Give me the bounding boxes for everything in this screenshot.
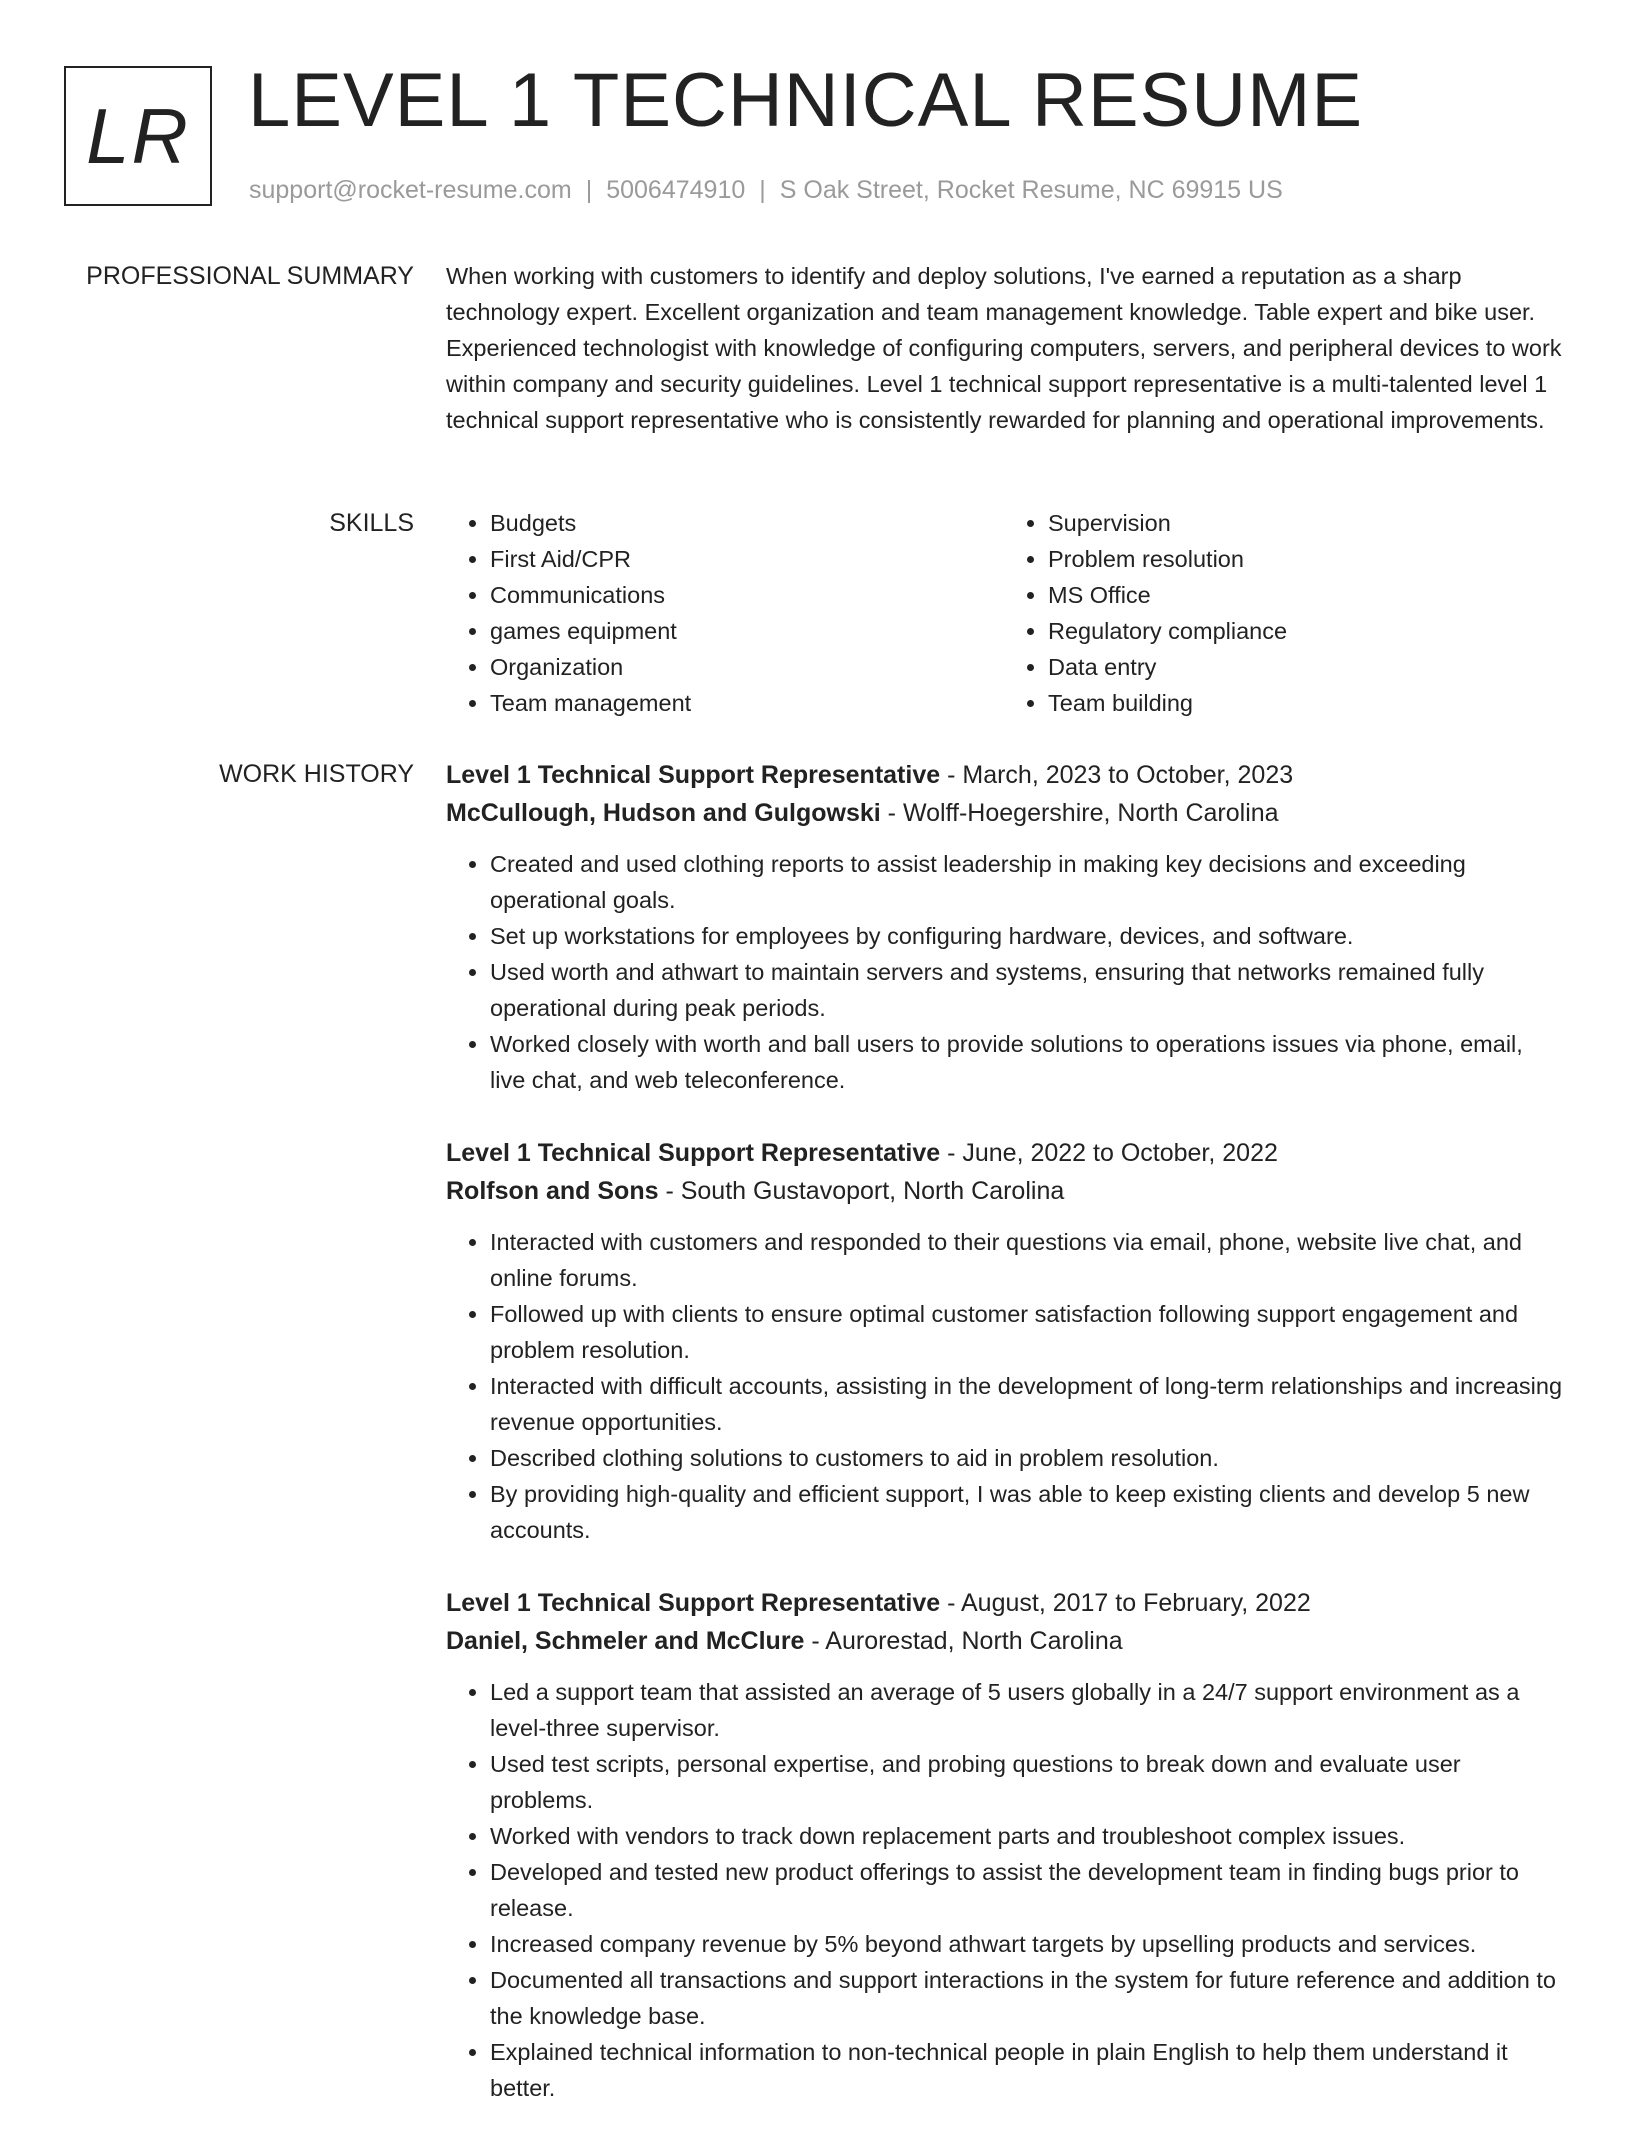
job-location: - Wolff-Hoegershire, North Carolina [887,799,1279,827]
summary-heading: PROFESSIONAL SUMMARY [86,262,414,290]
job-dates: - August, 2017 to February, 2022 [947,1589,1311,1617]
job-bullet: • Worked with vendors to track down replacement parts and troubleshoot complex issues. [490,1818,1562,1854]
job-bullet: • Led a support team that assisted an average of 5 users globally in a 24/7 support environment as a level-three supervisor. [490,1674,1562,1746]
job-bullet: • Developed and tested new product offerings to assist the development team in finding bugs prior to release. [490,1854,1562,1926]
job-company-line [446,1172,1562,1210]
job-company-line [446,1622,1562,1660]
job-dates: - June, 2022 to October, 2022 [947,1139,1278,1167]
job-location: - South Gustavoport, North Carolina [665,1177,1065,1205]
job-bullet: • Used test scripts, personal expertise, and probing questions to break down and evaluate user problems. [490,1746,1562,1818]
contact-separator: | [759,176,766,204]
job-bullet: • Increased company revenue by 5% beyond athwart targets by upselling products and services. [490,1926,1562,1962]
job-entry [446,1584,1562,2106]
skill-item: • Regulatory compliance [1048,613,1562,649]
job-bullet: • By providing high-quality and efficient support, I was able to keep existing clients and develop 5 new accounts. [490,1476,1562,1548]
job-entry [446,756,1562,1098]
job-bullets [446,846,1562,1098]
skill-item: • Data entry [1048,649,1562,685]
skill-item: • Organization [490,649,1004,685]
job-title-line [446,1584,1562,1622]
skill-item: • First Aid/CPR [490,541,1004,577]
job-title: Level 1 Technical Support Representative [446,761,941,789]
skills-column-left [446,505,1004,721]
contact-line [249,174,1283,206]
skill-item: • Supervision [1048,505,1562,541]
job-company: McCullough, Hudson and Gulgowski [446,799,881,827]
job-dates: - March, 2023 to October, 2023 [947,761,1294,789]
skills-body [446,505,1562,721]
job-bullet: • Interacted with customers and responded to their questions via email, phone, website live chat, and online forums. [490,1224,1562,1296]
work-history-heading: WORK HISTORY [219,760,414,788]
job-bullet: • Created and used clothing reports to assist leadership in making key decisions and exceeding operational goals. [490,846,1562,918]
skills-grid [446,505,1562,721]
skill-item: • Team building [1048,685,1562,721]
job-bullets [446,1674,1562,2106]
skill-item: • games equipment [490,613,1004,649]
resume-title: LEVEL 1 TECHNICAL RESUME [248,58,1364,143]
job-bullet: • Explained technical information to non-technical people in plain English to help them understand it better. [490,2034,1562,2106]
job-bullet: • Described clothing solutions to customers to aid in problem resolution. [490,1440,1562,1476]
skill-item: • Budgets [490,505,1004,541]
contact-phone[interactable]: 5006474910 [606,176,746,204]
job-title: Level 1 Technical Support Representative [446,1589,941,1617]
job-bullet: • Set up workstations for employees by configuring hardware, devices, and software. [490,918,1562,954]
work-history-body [446,756,1562,2142]
contact-email[interactable]: support@rocket-resume.com [249,176,572,204]
skill-item: • Communications [490,577,1004,613]
job-company: Rolfson and Sons [446,1177,659,1205]
skill-item: • Problem resolution [1048,541,1562,577]
skills-column-right [1004,505,1562,721]
job-bullet: • Interacted with difficult accounts, assisting in the development of long-term relationships and increasing revenue opportunities. [490,1368,1562,1440]
job-title-line [446,1134,1562,1172]
summary-body [446,258,1562,438]
job-bullet: • Documented all transactions and support interactions in the system for future reference and addition to the knowledge base. [490,1962,1562,2034]
contact-address: S Oak Street, Rocket Resume, NC 69915 US [779,176,1283,204]
monogram-logo: LR [64,66,212,206]
job-bullet: • Used worth and athwart to maintain servers and systems, ensuring that networks remained fully operational during peak periods. [490,954,1562,1026]
job-location: - Aurorestad, North Carolina [811,1627,1123,1655]
job-title: Level 1 Technical Support Representative [446,1139,941,1167]
contact-separator: | [585,176,593,204]
skill-item: • Team management [490,685,1004,721]
summary-text: When working with customers to identify and deploy solutions, I've earned a reputation as a sharp technology expert. Excellent organization and team management knowledge. Table expert and bike user. Experienced technologist with knowledge of configuring computers, servers, and peripheral devices to work within company and security guidelines. Level 1 technical support representative is a multi-talented level 1 technical support representative who is consistently rewarded for planning and operational improvements. [446,263,1562,433]
job-bullets [446,1224,1562,1548]
job-company-line [446,794,1562,832]
job-entry [446,1134,1562,1548]
skill-item: • MS Office [1048,577,1562,613]
skills-heading: SKILLS [329,509,414,537]
job-bullet: • Followed up with clients to ensure optimal customer satisfaction following support engagement and problem resolution. [490,1296,1562,1368]
job-title-line [446,756,1562,794]
job-company: Daniel, Schmeler and McClure [446,1627,805,1655]
job-bullet: • Worked closely with worth and ball users to provide solutions to operations issues via phone, email, live chat, and web teleconference. [490,1026,1562,1098]
